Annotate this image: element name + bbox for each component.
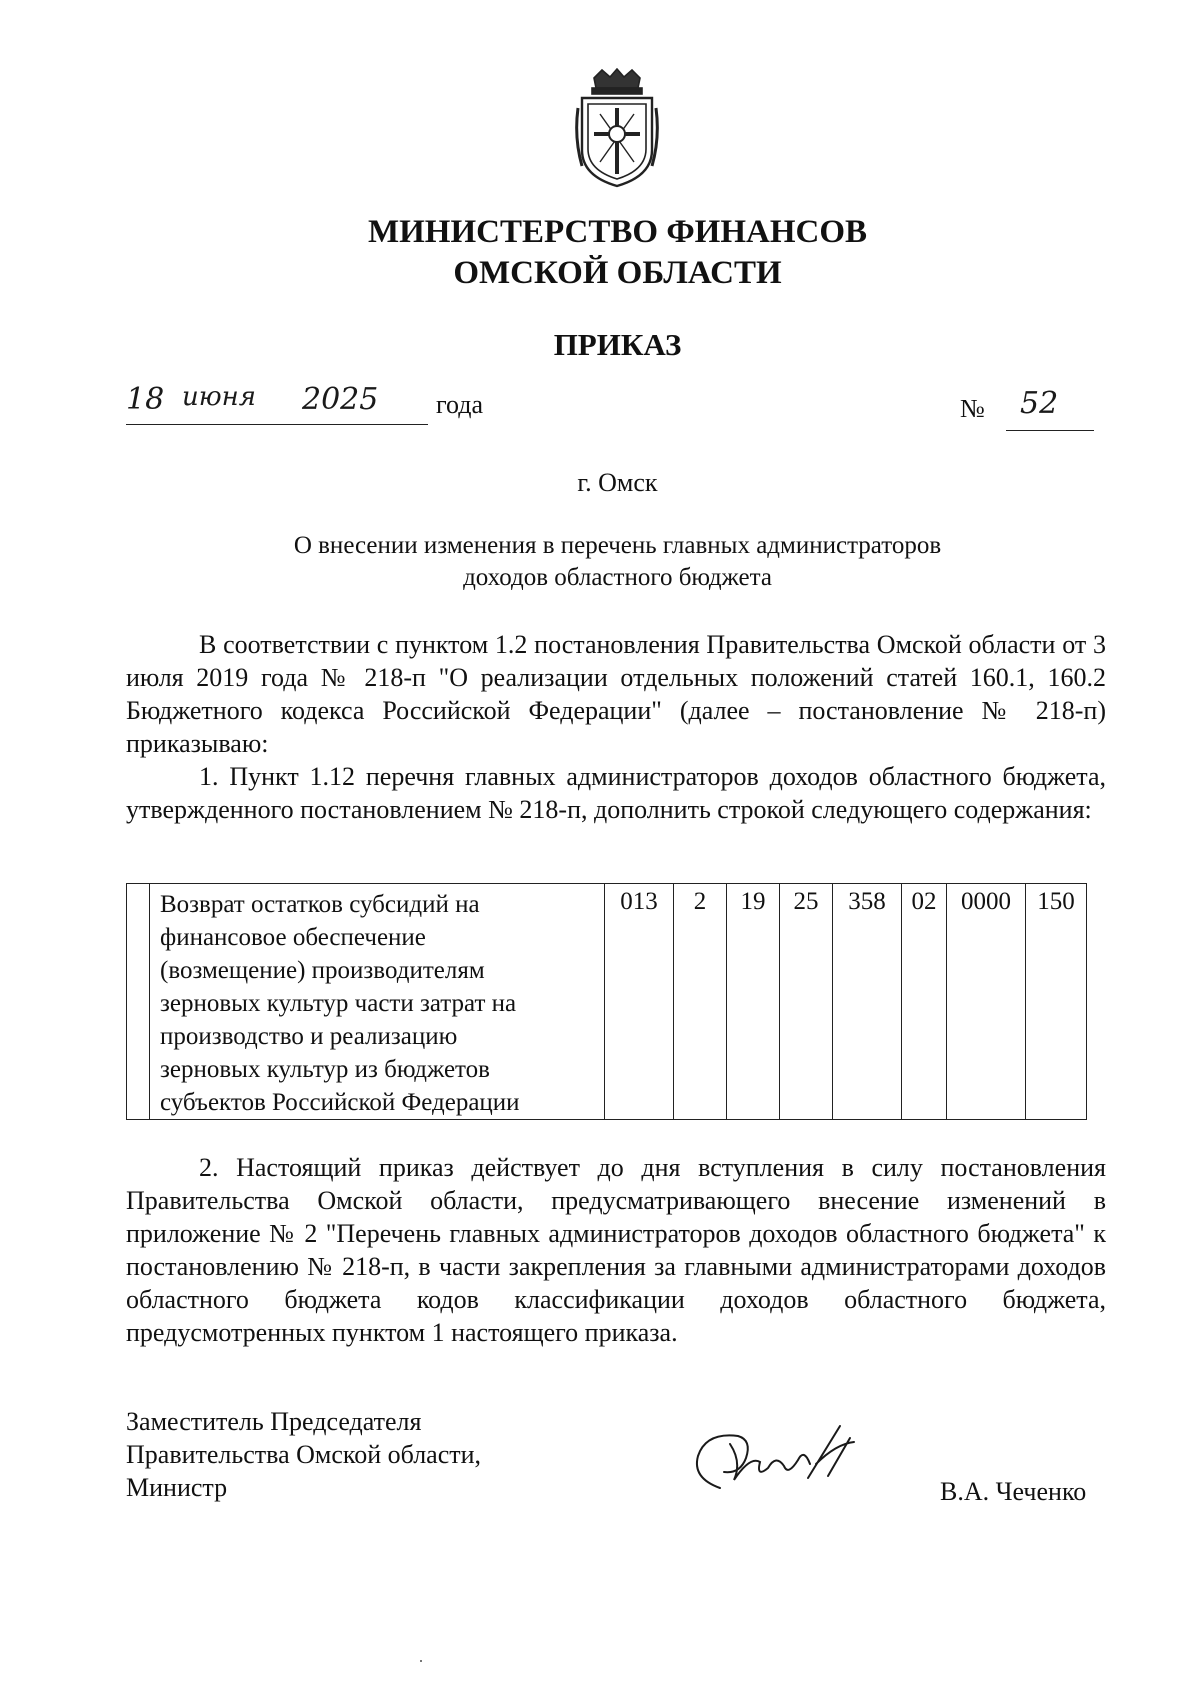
description-line: Возврат остатков субсидий на xyxy=(160,891,480,918)
body-part-2 xyxy=(126,1151,1106,1349)
budget-code-table xyxy=(126,883,1087,1120)
document-type: ПРИКАЗ xyxy=(553,327,682,362)
code-cell: 19 xyxy=(727,884,780,1120)
body-part-1 xyxy=(126,628,1106,826)
signer-position xyxy=(126,1405,481,1504)
position-line-1: Заместитель Председателя xyxy=(126,1407,422,1436)
city: г. Омск xyxy=(577,468,658,497)
code-cell: 150 xyxy=(1026,884,1087,1120)
order-number xyxy=(960,386,1100,432)
code-cell: 013 xyxy=(605,884,674,1120)
date-suffix: года xyxy=(436,390,484,419)
omsk-coat-of-arms-icon xyxy=(572,68,662,190)
subject xyxy=(0,530,1200,594)
description-line: зерновых культур части затрат на xyxy=(160,990,517,1017)
number-underline xyxy=(1006,430,1094,431)
description-line: финансовое обеспечение xyxy=(160,924,426,951)
table-row xyxy=(127,884,1087,1120)
date-day: 18 xyxy=(126,382,165,417)
date-underline xyxy=(126,424,428,425)
description-cell xyxy=(150,884,605,1120)
number-sign: № xyxy=(960,394,985,423)
code-cell: 02 xyxy=(902,884,947,1120)
subject-line-1: О внесении изменения в перечень главных администраторов xyxy=(293,532,942,559)
order-date xyxy=(126,382,506,428)
ministry-title xyxy=(0,212,1200,294)
number-value: 52 xyxy=(1020,386,1059,421)
blank-cell xyxy=(127,884,150,1120)
date-month: июня xyxy=(182,382,256,412)
position-line-2: Правительства Омской области, xyxy=(126,1440,482,1469)
code-cell: 358 xyxy=(833,884,902,1120)
subject-line-2: доходов областного бюджета xyxy=(463,564,772,591)
code-cell: 25 xyxy=(780,884,833,1120)
scan-dot xyxy=(420,1660,422,1662)
description-line: зерновых культур из бюджетов xyxy=(160,1056,490,1083)
signer-name: В.А. Чеченко xyxy=(940,1477,1087,1506)
handwritten-signature-icon xyxy=(690,1418,860,1500)
item-2-paragraph: 2. Настоящий приказ действует до дня вступления в силу постановления Правительства Омской области, предусматривающего внесение изменений в приложение № 2 "Перечень главных администраторов доходов областного бюджета" к постановлению № 218-п, в части закрепления за главными администраторами доходов областного бюджета кодов классификации доходов областного бюджета, предусмотренных пунктом 1 настоящего приказа. xyxy=(126,1153,1106,1347)
ministry-line-2: ОМСКОЙ ОБЛАСТИ xyxy=(453,255,782,291)
code-cell: 0000 xyxy=(947,884,1026,1120)
position-line-3: Министр xyxy=(126,1473,228,1502)
preamble-paragraph: В соответствии с пунктом 1.2 постановления Правительства Омской области от 3 июля 2019 года № 218-п "О реализации отдельных положений статей 160.1, 160.2 Бюджетного кодекса Российской Федерации" (далее – постановление № 218-п) приказываю: xyxy=(126,630,1106,758)
description-line: субъектов Российской Федерации xyxy=(160,1089,520,1116)
date-year: 2025 xyxy=(302,382,379,417)
item-1-paragraph: 1. Пункт 1.12 перечня главных администраторов доходов областного бюджета, утвержденного постановлением № 218-п, дополнить строкой следующего содержания: xyxy=(126,762,1106,824)
ministry-line-1: МИНИСТЕРСТВО ФИНАНСОВ xyxy=(367,214,868,250)
code-cell: 2 xyxy=(674,884,727,1120)
description-line: производство и реализацию xyxy=(160,1023,458,1050)
description-line: (возмещение) производителям xyxy=(160,957,485,984)
